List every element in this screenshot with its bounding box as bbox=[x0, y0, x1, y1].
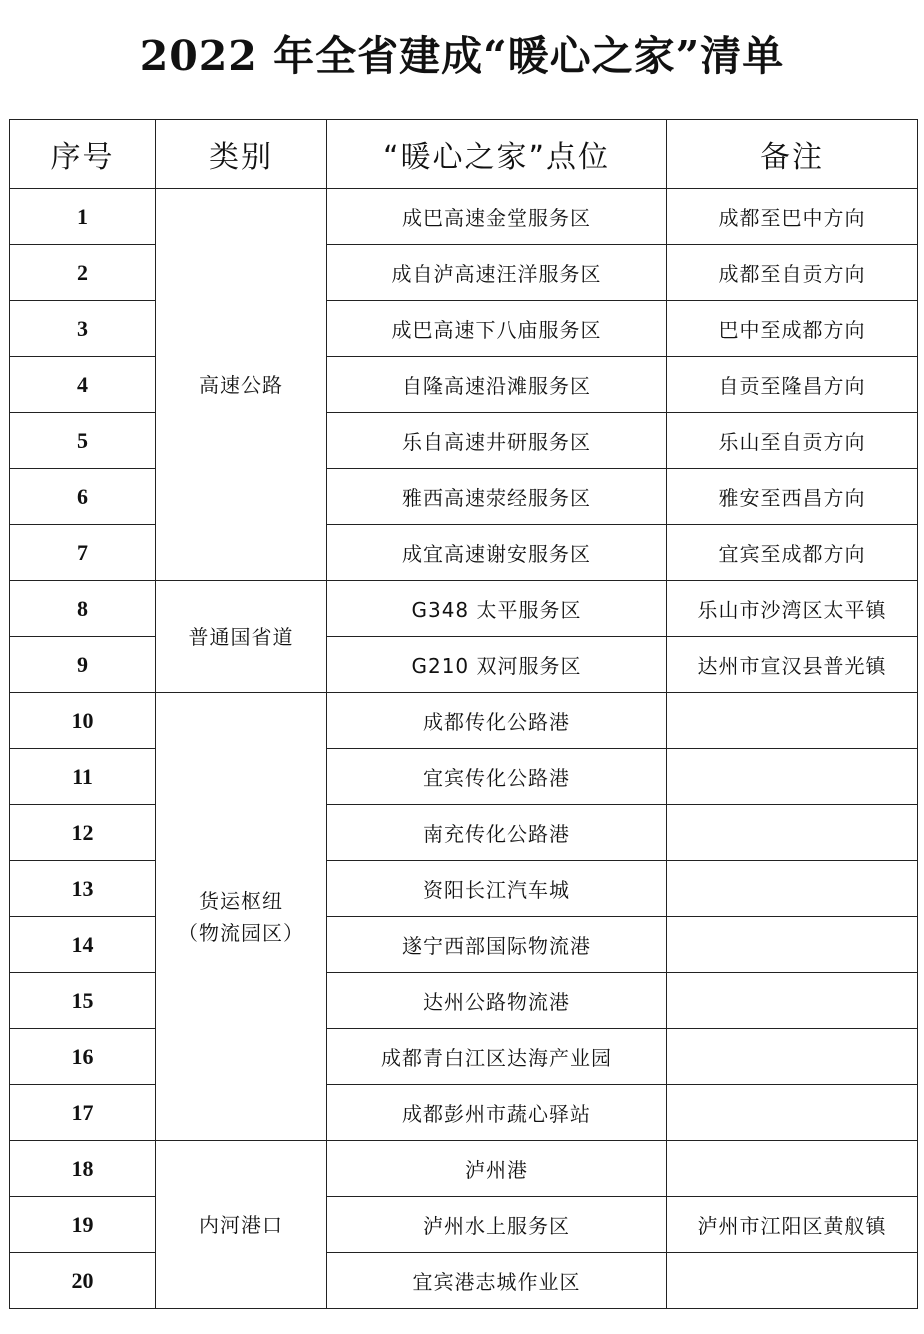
table-row bbox=[10, 357, 918, 413]
category-label: （物流园区） bbox=[178, 920, 304, 945]
page-title: 2022 年全省建成“暖心之家”清单 bbox=[139, 32, 785, 80]
location-cell: 成都彭州市蔬心驿站 bbox=[327, 1085, 667, 1141]
location-cell: 南充传化公路港 bbox=[327, 805, 667, 861]
table-row bbox=[10, 525, 918, 581]
row-index: 13 bbox=[10, 861, 156, 917]
note-cell: 宜宾至成都方向 bbox=[667, 525, 918, 581]
table-row bbox=[10, 973, 918, 1029]
table-row bbox=[10, 189, 918, 245]
category-label: 高速公路 bbox=[199, 372, 283, 397]
note-cell: 成都至自贡方向 bbox=[667, 245, 918, 301]
row-index: 19 bbox=[10, 1197, 156, 1253]
table-row bbox=[10, 693, 918, 749]
row-index: 14 bbox=[10, 917, 156, 973]
category-cell bbox=[156, 693, 327, 1141]
location-cell: 遂宁西部国际物流港 bbox=[327, 917, 667, 973]
table-row bbox=[10, 581, 918, 637]
row-index: 1 bbox=[10, 189, 156, 245]
table-row bbox=[10, 301, 918, 357]
row-index: 16 bbox=[10, 1029, 156, 1085]
row-index: 4 bbox=[10, 357, 156, 413]
row-index: 9 bbox=[10, 637, 156, 693]
category-cell bbox=[156, 1141, 327, 1309]
note-cell: 达州市宣汉县普光镇 bbox=[667, 637, 918, 693]
location-cell: 成宜高速谢安服务区 bbox=[327, 525, 667, 581]
category-label: 货运枢纽 bbox=[199, 888, 283, 913]
row-index: 18 bbox=[10, 1141, 156, 1197]
location-cell: 泸州水上服务区 bbox=[327, 1197, 667, 1253]
note-cell bbox=[667, 1085, 918, 1141]
location-cell: 资阳长江汽车城 bbox=[327, 861, 667, 917]
category-cell bbox=[156, 581, 327, 693]
table-row bbox=[10, 1029, 918, 1085]
row-index: 15 bbox=[10, 973, 156, 1029]
note-cell: 泸州市江阳区黄舣镇 bbox=[667, 1197, 918, 1253]
table-row bbox=[10, 1253, 918, 1309]
note-cell bbox=[667, 861, 918, 917]
row-index: 6 bbox=[10, 469, 156, 525]
location-cell: 达州公路物流港 bbox=[327, 973, 667, 1029]
table-row bbox=[10, 245, 918, 301]
table-row bbox=[10, 1197, 918, 1253]
row-index: 17 bbox=[10, 1085, 156, 1141]
note-cell: 巴中至成都方向 bbox=[667, 301, 918, 357]
table-row bbox=[10, 749, 918, 805]
note-cell: 自贡至隆昌方向 bbox=[667, 357, 918, 413]
row-index: 10 bbox=[10, 693, 156, 749]
note-cell bbox=[667, 917, 918, 973]
table-row bbox=[10, 1085, 918, 1141]
row-index: 20 bbox=[10, 1253, 156, 1309]
location-cell: 成巴高速下八庙服务区 bbox=[327, 301, 667, 357]
location-cell: 泸州港 bbox=[327, 1141, 667, 1197]
row-index: 8 bbox=[10, 581, 156, 637]
table-body bbox=[10, 189, 918, 1309]
note-cell bbox=[667, 973, 918, 1029]
row-index: 11 bbox=[10, 749, 156, 805]
row-index: 5 bbox=[10, 413, 156, 469]
row-index: 2 bbox=[10, 245, 156, 301]
note-cell bbox=[667, 1141, 918, 1197]
location-cell: 雅西高速荥经服务区 bbox=[327, 469, 667, 525]
location-cell: 成巴高速金堂服务区 bbox=[327, 189, 667, 245]
header-row bbox=[10, 120, 918, 189]
header-index: 序号 bbox=[10, 120, 156, 189]
location-cell: 宜宾传化公路港 bbox=[327, 749, 667, 805]
table-row bbox=[10, 861, 918, 917]
table-row bbox=[10, 917, 918, 973]
table-row bbox=[10, 637, 918, 693]
table-row bbox=[10, 1141, 918, 1197]
location-cell: 成都传化公路港 bbox=[327, 693, 667, 749]
header-note: 备注 bbox=[667, 120, 918, 189]
note-cell bbox=[667, 1029, 918, 1085]
location-cell: 自隆高速沿滩服务区 bbox=[327, 357, 667, 413]
location-cell: G210 双河服务区 bbox=[327, 637, 667, 693]
location-cell: 宜宾港志城作业区 bbox=[327, 1253, 667, 1309]
note-cell: 乐山市沙湾区太平镇 bbox=[667, 581, 918, 637]
station-list-table bbox=[9, 119, 918, 1309]
note-cell bbox=[667, 805, 918, 861]
note-cell: 雅安至西昌方向 bbox=[667, 469, 918, 525]
header-location: “暖心之家”点位 bbox=[327, 120, 667, 189]
row-index: 3 bbox=[10, 301, 156, 357]
table-row bbox=[10, 413, 918, 469]
row-index: 7 bbox=[10, 525, 156, 581]
note-cell: 成都至巴中方向 bbox=[667, 189, 918, 245]
location-cell: 乐自高速井研服务区 bbox=[327, 413, 667, 469]
category-label: 普通国省道 bbox=[188, 624, 294, 649]
category-label: 内河港口 bbox=[199, 1212, 283, 1237]
table-row bbox=[10, 469, 918, 525]
table-row bbox=[10, 805, 918, 861]
note-cell bbox=[667, 749, 918, 805]
note-cell: 乐山至自贡方向 bbox=[667, 413, 918, 469]
location-cell: 成都青白江区达海产业园 bbox=[327, 1029, 667, 1085]
note-cell bbox=[667, 1253, 918, 1309]
note-cell bbox=[667, 693, 918, 749]
row-index: 12 bbox=[10, 805, 156, 861]
location-cell: 成自泸高速汪洋服务区 bbox=[327, 245, 667, 301]
category-cell bbox=[156, 189, 327, 581]
location-cell: G348 太平服务区 bbox=[327, 581, 667, 637]
header-category: 类别 bbox=[156, 120, 327, 189]
